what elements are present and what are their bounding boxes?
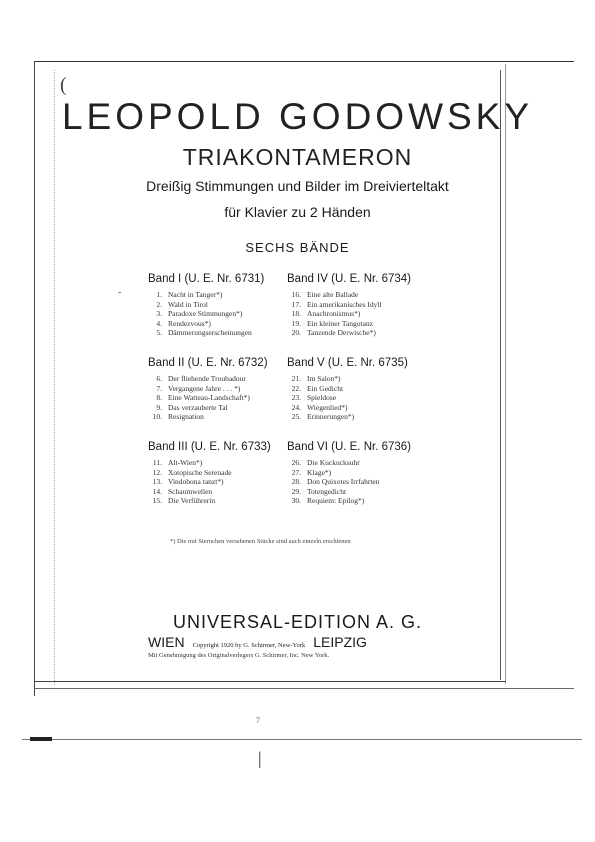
list-item: 8. Eine Watteau-Landschaft*) (156, 393, 250, 402)
band-6 (287, 441, 411, 506)
bottom-rule-outer (34, 688, 574, 689)
list-item: 24. Wiegenlied*) (291, 402, 348, 412)
list-item: 23. Spieldose (291, 393, 337, 402)
band-2 (148, 357, 268, 422)
instrumentation: für Klavier zu 2 Händen (224, 204, 371, 220)
work-title: TRIAKONTAMERON (182, 144, 413, 170)
list-item: 7. Vergangene Jahre . . . *) (156, 383, 241, 393)
list-item: 17. Ein amerikanisches Idyll (291, 299, 382, 309)
list-item: 6. Der fliehende Troubadour (156, 374, 246, 383)
list-item: 26. Die Kuckucksuhr (291, 458, 360, 467)
list-item: 4. Rendezvous*) (156, 318, 211, 328)
band-title: Band VI (U. E. Nr. 6736) (287, 441, 412, 453)
publisher-name: UNIVERSAL-EDITION A. G. (172, 612, 423, 632)
band-title: Band IV (U. E. Nr. 6734) (287, 273, 412, 285)
list-item: 1. Nacht in Tanger*) (156, 290, 223, 299)
list-item: 21. Im Salon*) (291, 374, 341, 383)
composer-name: LEOPOLD GODOWSKY (61, 96, 534, 137)
band-title: Band III (U. E. Nr. 6733) (148, 441, 271, 453)
list-item: 13. Vindobona tanzt*) (152, 477, 224, 486)
copyright-notice: Copyright 1920 by G. Schirmer, New-York (192, 642, 306, 649)
imprint-line (148, 634, 367, 652)
margin-parenthesis: ( (60, 74, 67, 96)
list-item: 29. Totengedicht (291, 486, 347, 496)
permission-notice: Mit Genehmigung des Originalverlegers G. Schirmer, Inc. New York. (148, 652, 330, 659)
list-item: 28. Don Quixotes Irrfahrten (291, 477, 380, 486)
list-item: 10. Resignation (152, 412, 204, 421)
list-item: 12. Xotopische Serenade (152, 467, 232, 477)
footnote: *) Die mit Sternchen versehenen Stücke sind auch einzeln erschienen (170, 538, 351, 545)
list-item: 2. Wald in Tirol (156, 299, 208, 309)
page-mark: 7 (256, 716, 260, 725)
list-item: 9. Das verzauberte Tal (156, 402, 228, 412)
list-item: 30. Requiem: Epilog*) (291, 496, 365, 505)
subtitle: Dreißig Stimmungen und Bilder im Dreivierteltakt (146, 178, 449, 194)
band-4 (287, 273, 411, 338)
list-item: 19. Ein kleiner Tangotanz (291, 318, 373, 328)
margin-bar-mark: | (258, 748, 262, 768)
band-5 (287, 357, 408, 422)
list-item: 25. Erinnerungen*) (291, 412, 355, 421)
city-wien: WIEN (148, 634, 185, 650)
list-item: 3. Paradoxe Stimmungen*) (156, 309, 243, 318)
top-rule (34, 61, 574, 62)
band-1 (148, 273, 264, 338)
volumes-label: SECHS BÄNDE (245, 240, 350, 255)
band-title: Band I (U. E. Nr. 6731) (148, 273, 265, 285)
list-item: 22. Ein Gedicht (291, 383, 344, 393)
list-item: 20. Tanzende Derwische*) (291, 328, 376, 337)
city-leipzig: LEIPZIG (313, 634, 367, 650)
scan-smear-mark (30, 737, 52, 741)
scan-smear-line (22, 739, 582, 740)
list-item: 11. Alt-Wien*) (152, 458, 203, 467)
band-title: Band II (U. E. Nr. 6732) (148, 357, 268, 369)
list-item: 27. Klage*) (291, 467, 332, 477)
list-item: 15. Die Verführerin (152, 496, 216, 505)
margin-dash: - (118, 287, 122, 298)
list-item: 18. Anachronismus*) (291, 309, 361, 318)
list-item: 5. Dämmerungserscheinungen (156, 328, 252, 337)
band-title: Band V (U. E. Nr. 6735) (287, 357, 408, 369)
list-item: 16. Eine alte Ballade (291, 290, 359, 299)
bottom-rule (34, 681, 506, 682)
list-item: 14. Schaumwellen (152, 486, 213, 496)
band-3 (148, 441, 271, 506)
